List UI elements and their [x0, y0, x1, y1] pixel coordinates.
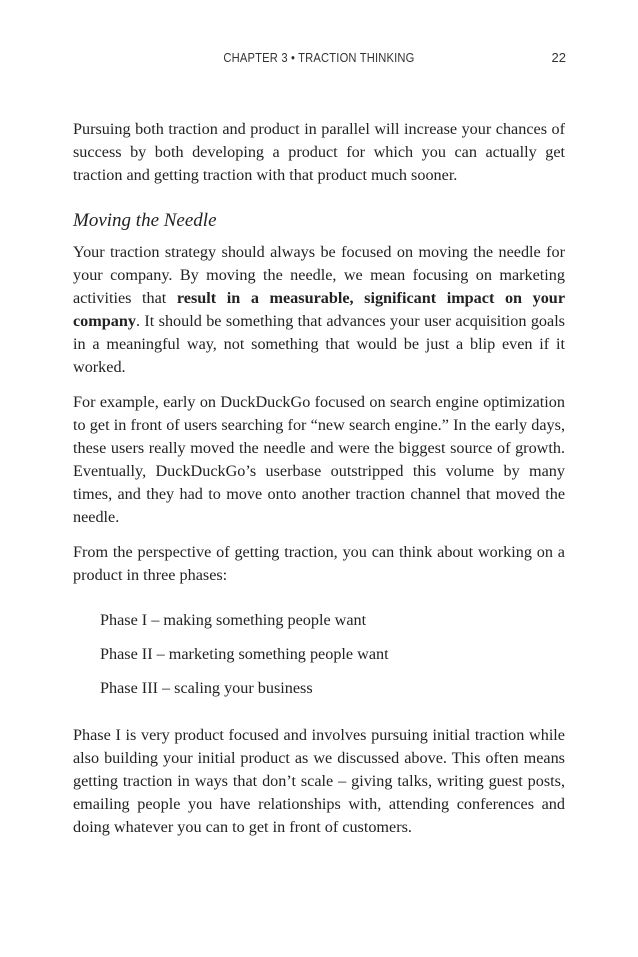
- page-number: 22: [551, 50, 566, 65]
- running-head: CHAPTER 3 • TRACTION THINKING: [223, 50, 415, 65]
- paragraph-example: For example, early on DuckDuckGo focused on search engine optimization to get in front of users searching for “new search engine.” In the early days, these users really moved the needle and were the biggest source of growth. Eventually, DuckDuckGo’s userbase outstripped this volume by many times, and they had to move onto another traction channel that moved the needle.: [73, 393, 565, 526]
- paragraph-intro: Pursuing both traction and product in parallel will increase your chances of success by both developing a product for which you can actually get traction and getting traction with that product much sooner.: [73, 120, 565, 184]
- section-heading: Moving the Needle: [73, 210, 217, 231]
- phase-list: [100, 609, 565, 700]
- paragraph-text: Your traction strategy should always be focused on moving the needle for your company. By moving the needle, we mean focusing on marketing activities that: [73, 243, 565, 307]
- paragraph-moving-needle: [73, 241, 565, 379]
- emphasis-text: result in a measurable, significant impact on your company: [73, 289, 565, 330]
- page-header: [0, 50, 638, 74]
- phase-item: Phase II – marketing something people want: [100, 645, 389, 663]
- paragraph-phases-intro: From the perspective of getting traction, you can think about working on a product in three phases:: [73, 543, 565, 584]
- page-body: [73, 118, 565, 851]
- phase-item: Phase I – making something people want: [100, 611, 367, 629]
- paragraph-text: . It should be something that advances your user acquisition goals in a meaningful way, not something that would be just a blip even if it worked.: [73, 312, 565, 376]
- phase-item: Phase III – scaling your business: [100, 679, 313, 697]
- paragraph-phase-one: Phase I is very product focused and involves pursuing initial traction while also building your initial product as we discussed above. This often means getting traction in ways that don’t scale – giving talks, writing guest posts, emailing people you have relationships with, attending conferences and doing whatever you can to get in front of customers.: [73, 726, 565, 836]
